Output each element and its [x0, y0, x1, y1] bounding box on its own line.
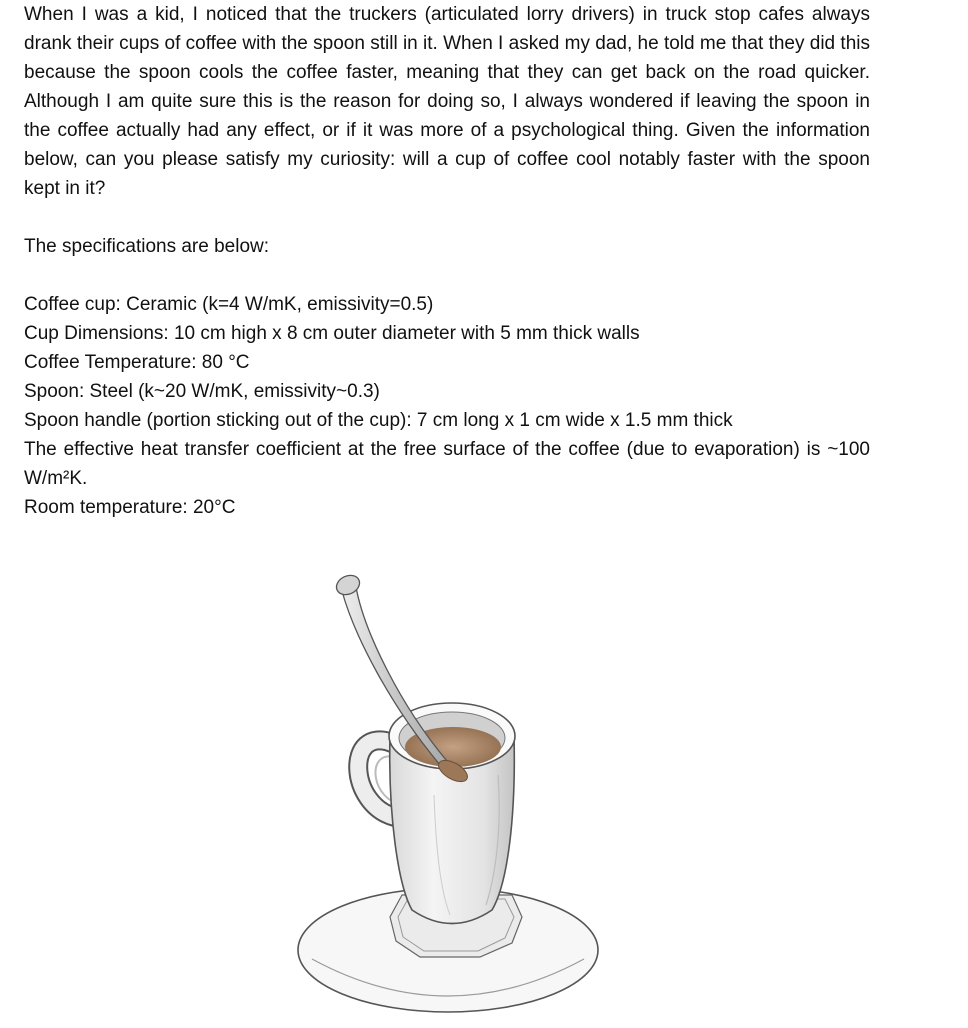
spec-spoon: Spoon: Steel (k~20 W/mK, emissivity~0.3): [24, 381, 380, 402]
coffee-cup-illustration: [290, 565, 610, 1025]
specifications-list: [24, 290, 870, 522]
document-body: [24, 0, 870, 522]
spec-spoon-handle: Spoon handle (portion sticking out of the cup): 7 cm long x 1 cm wide x 1.5 mm thick: [24, 410, 733, 431]
specifications-heading: The specifications are below:: [24, 236, 270, 257]
spec-coffee-cup: Coffee cup: Ceramic (k=4 W/mK, emissivity=0.5): [24, 294, 434, 315]
spec-cup-dimensions: Cup Dimensions: 10 cm high x 8 cm outer diameter with 5 mm thick walls: [24, 323, 640, 344]
spec-room-temperature: Room temperature: 20°C: [24, 497, 236, 518]
intro-paragraph: When I was a kid, I noticed that the truckers (articulated lorry drivers) in truck stop cafes always drank their cups of coffee with the spoon still in it. When I asked my dad, he told me that they did this because the spoon cools the coffee faster, meaning that they can get back on the road quicker. Although I am quite sure this is the reason for doing so, I always wondered if leaving the spoon in the coffee actually had any effect, or if it was more of a psychological thing. Given the information below, can you please satisfy my curiosity: will a cup of coffee cool notably faster with the spoon kept in it?: [24, 4, 870, 199]
spec-coffee-temperature: Coffee Temperature: 80 °C: [24, 352, 250, 373]
spec-heat-transfer-coefficient: The effective heat transfer coefficient at the free surface of the coffee (due to evaporation) is ~100 W/m²K.: [24, 439, 870, 489]
